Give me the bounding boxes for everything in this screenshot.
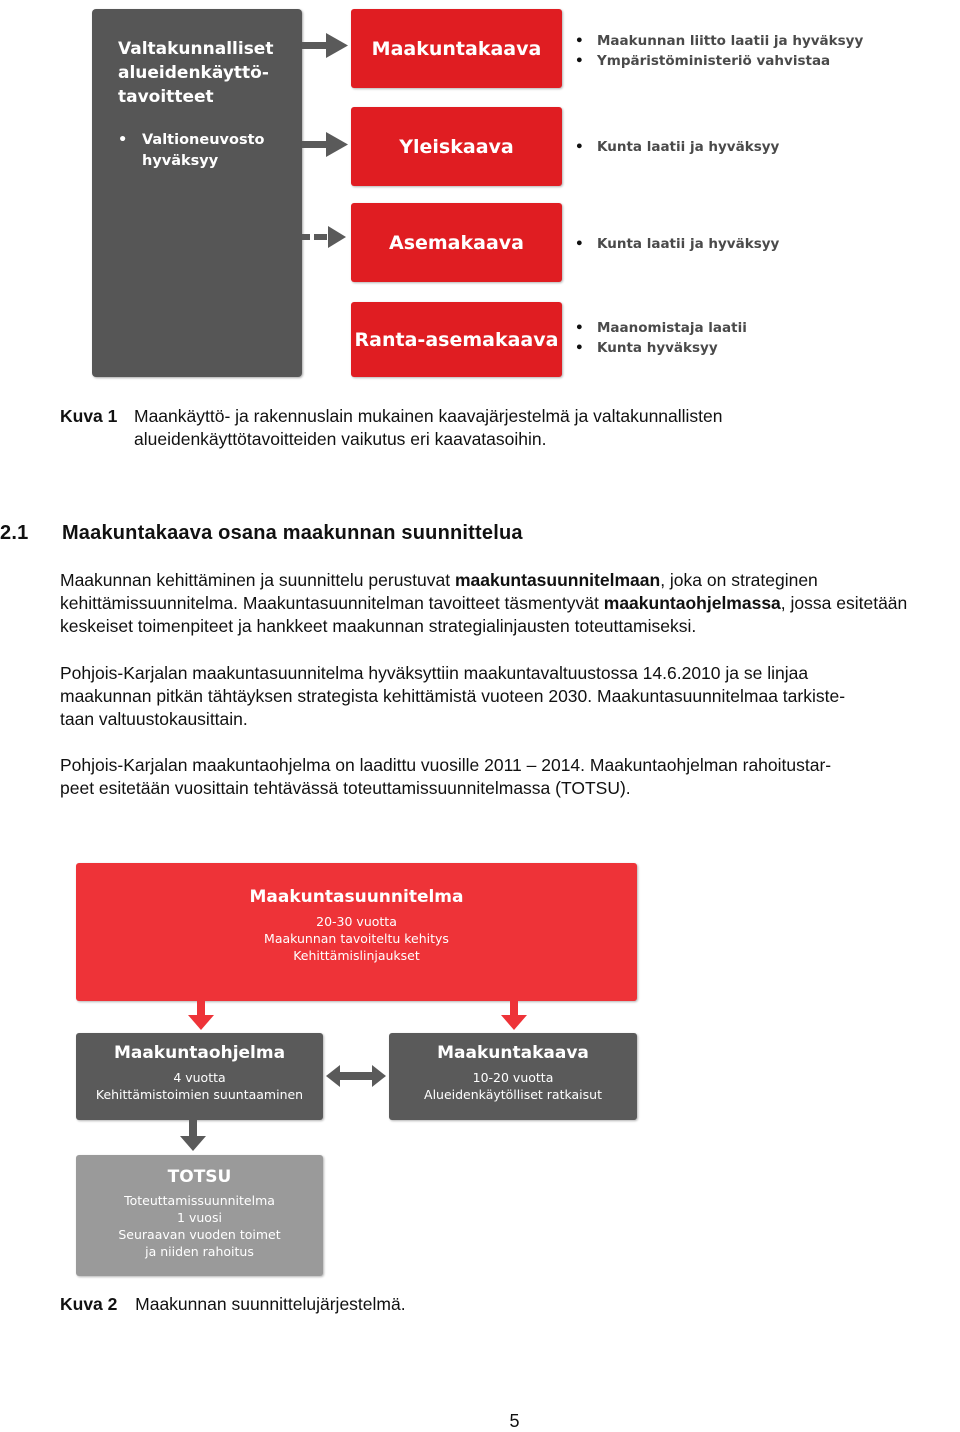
section-title: Maakuntakaava osana maakunnan suunnittelua xyxy=(61,522,523,544)
section-number: 2.1 xyxy=(0,522,29,544)
figure-1-arrows xyxy=(300,0,352,380)
section-heading xyxy=(0,522,523,545)
paragraph-2: Pohjois-Karjalan maakuntasuunnitelma hyväksyttiin maakuntavaltuustossa 14.6.2010 ja se linjaa maakunnan pitkän tähtäyksen strategista kehittämistä vuoteen 2030. Maakuntasuunnitelmaa tarkiste- taan valtuustokausittain. xyxy=(60,663,846,729)
double-arrow xyxy=(324,1063,388,1089)
paragraph-3: Pohjois-Karjalan maakuntaohjelma on laadittu vuosille 2011 – 2014. Maakuntaohjelman rahoitustar- peet esitetään vuosittain tehtävässä toteuttamissuunnitelmassa (TOTSU). xyxy=(60,755,832,798)
national-goals-approver: • Valtioneuvosto hyväksyy xyxy=(118,130,298,172)
dashed-arrow-to-asemakaava xyxy=(302,226,346,248)
box-maakuntakaava: Maakuntakaava 10-20 vuotta Alueidenkäytölliset ratkaisut xyxy=(389,1033,637,1120)
national-goals-box xyxy=(92,9,302,377)
box-maakuntasuunnitelma: Maakuntasuunnitelma 20-30 vuotta Maakunnan tavoiteltu kehitys Kehittämislinjaukset xyxy=(76,863,637,1001)
paragraph-1: Maakunnan kehittäminen ja suunnittelu perustuvat maakuntasuunnitelmaan, joka on strateginen kehittämissuunnitelma. Maakuntasuunnitelman tavoitteet täsmentyvät maakuntaohjelmassa, jossa esitetään keskeiset toimenpiteet ja hankkeet maakunnan strategialinjausten toteuttamiseksi. xyxy=(60,570,908,636)
plan-notes-maakuntakaava: • Maakunnan liitto laatii ja hyväksyy • Ympäristöministeriö vahvistaa xyxy=(575,31,863,71)
box-totsu: TOTSU Toteuttamissuunnitelma 1 vuosi Seuraavan vuoden toimet ja niiden rahoitus xyxy=(76,1155,323,1276)
figure-2-label: Kuva 2 xyxy=(60,1294,118,1314)
arrow-down-to-totsu xyxy=(178,1120,208,1154)
figure-1-label: Kuva 1 xyxy=(60,406,118,426)
figure-2-caption: Kuva 2 Maakunnan suunnittelujärjestelmä. xyxy=(60,1294,406,1314)
plan-notes-asemakaava: • Kunta laatii ja hyväksyy xyxy=(575,234,779,254)
arrow-down-to-ohjelma xyxy=(186,1001,216,1032)
arrow-down-to-kaava xyxy=(499,1001,529,1032)
page-number: 5 xyxy=(509,1411,520,1431)
plan-notes-yleiskaava: • Kunta laatii ja hyväksyy xyxy=(575,137,779,157)
plan-box-asemakaava: Asemakaava xyxy=(351,203,562,282)
plan-box-ranta-asemakaava: Ranta-asemakaava xyxy=(351,302,562,377)
arrow-to-yleiskaava xyxy=(302,132,348,157)
arrow-to-maakuntakaava xyxy=(302,33,348,58)
plan-box-yleiskaava: Yleiskaava xyxy=(351,107,562,186)
plan-box-maakuntakaava: Maakuntakaava xyxy=(351,9,562,88)
plan-notes-ranta-asemakaava: • Maanomistaja laatii • Kunta hyväksyy xyxy=(575,318,747,358)
box-maakuntaohjelma: Maakuntaohjelma 4 vuotta Kehittämistoimien suuntaaminen xyxy=(76,1033,323,1120)
national-goals-title: Valtakunnalliset alueidenkäyttö- tavoitteet xyxy=(118,39,274,107)
